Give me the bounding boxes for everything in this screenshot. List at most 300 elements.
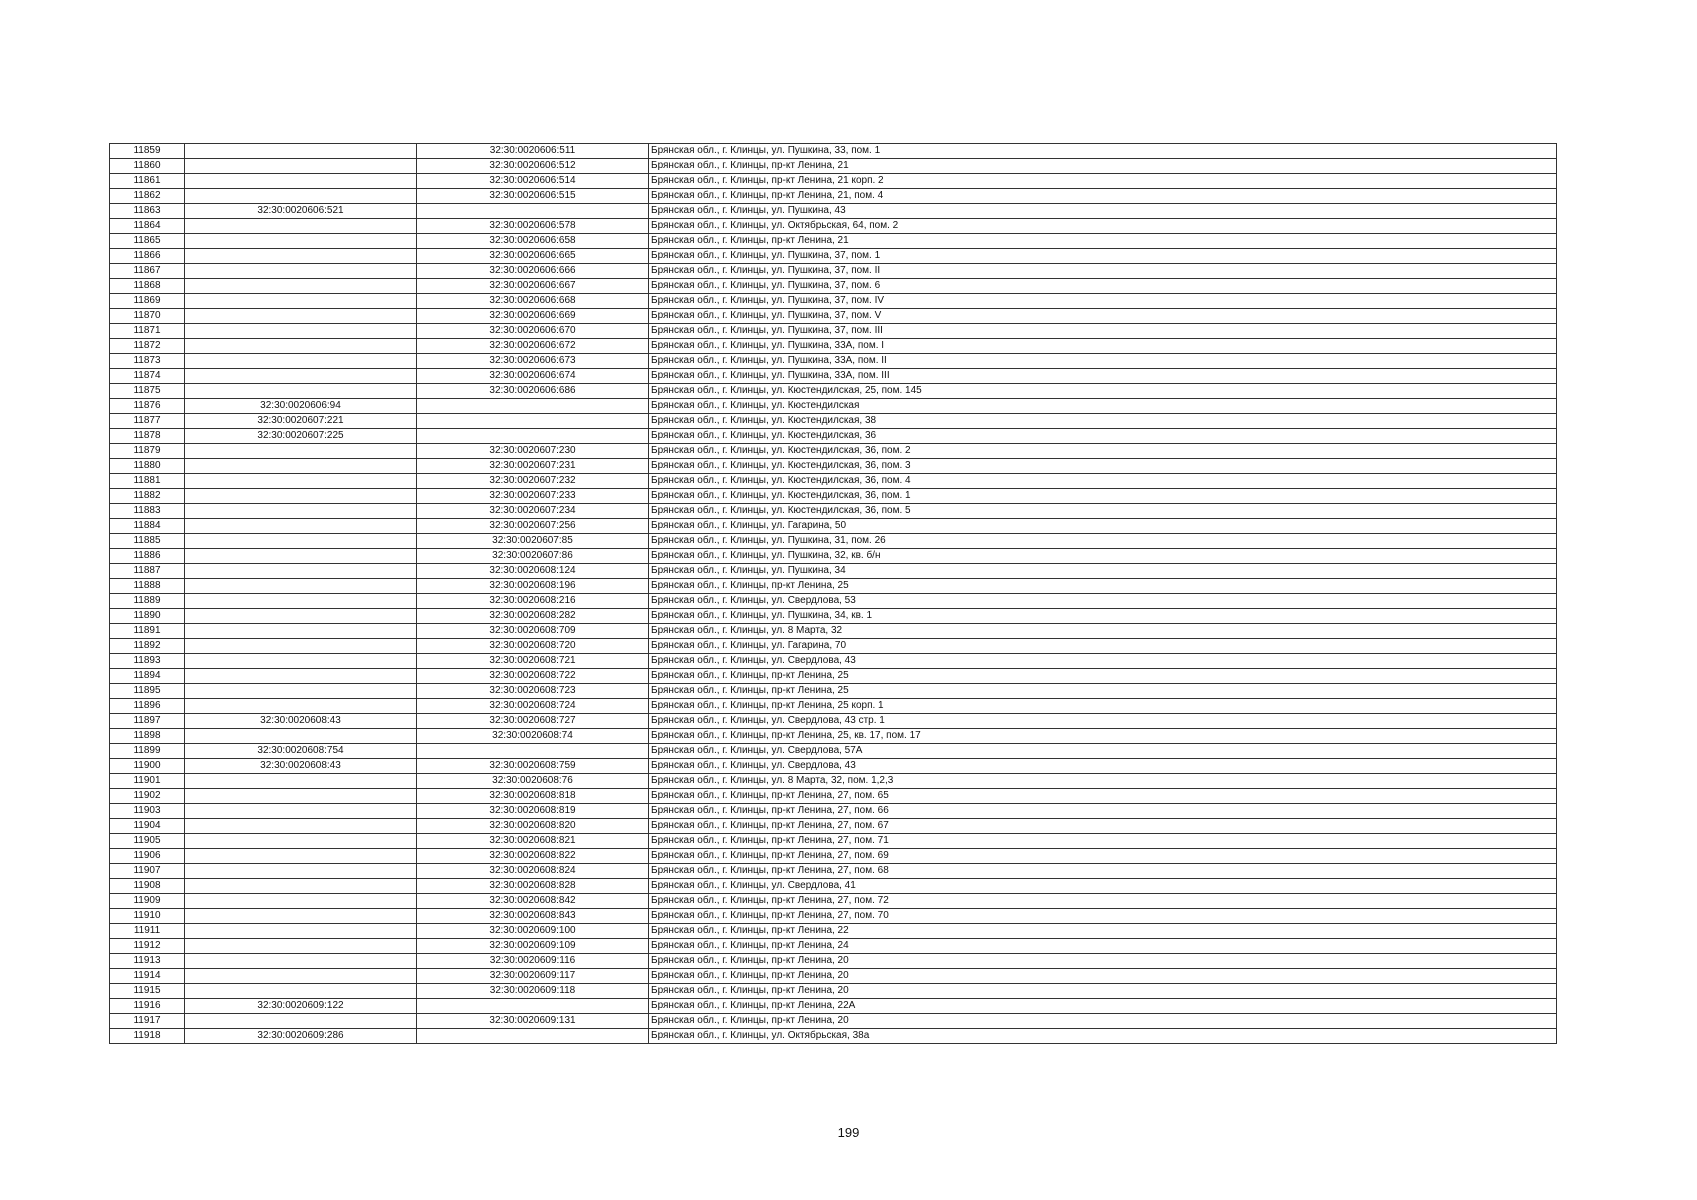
address-cell: Брянская обл., г. Клинцы, ул. Свердлова, 43 bbox=[649, 759, 1557, 774]
address-cell: Брянская обл., г. Клинцы, пр-кт Ленина, 20 bbox=[649, 954, 1557, 969]
cadastral-number-cell: 32:30:0020608:282 bbox=[417, 609, 649, 624]
cadastral-number-cell bbox=[417, 414, 649, 429]
parent-cadastral-number-cell bbox=[185, 354, 417, 369]
row-number-cell: 11869 bbox=[110, 294, 185, 309]
parent-cadastral-number-cell: 32:30:0020606:94 bbox=[185, 399, 417, 414]
row-number-cell: 11881 bbox=[110, 474, 185, 489]
parent-cadastral-number-cell bbox=[185, 444, 417, 459]
row-number-cell: 11866 bbox=[110, 249, 185, 264]
table-row bbox=[110, 969, 1557, 984]
cadastral-number-cell: 32:30:0020608:76 bbox=[417, 774, 649, 789]
row-number-cell: 11910 bbox=[110, 909, 185, 924]
parent-cadastral-number-cell bbox=[185, 309, 417, 324]
cadastral-number-cell: 32:30:0020607:233 bbox=[417, 489, 649, 504]
address-cell: Брянская обл., г. Клинцы, пр-кт Ленина, 25 bbox=[649, 669, 1557, 684]
row-number-cell: 11891 bbox=[110, 624, 185, 639]
parent-cadastral-number-cell bbox=[185, 939, 417, 954]
cadastral-number-cell: 32:30:0020608:821 bbox=[417, 834, 649, 849]
parent-cadastral-number-cell bbox=[185, 549, 417, 564]
row-number-cell: 11872 bbox=[110, 339, 185, 354]
parent-cadastral-number-cell bbox=[185, 699, 417, 714]
address-cell: Брянская обл., г. Клинцы, ул. Пушкина, 37, пом. 1 bbox=[649, 249, 1557, 264]
table-row bbox=[110, 774, 1557, 789]
address-cell: Брянская обл., г. Клинцы, ул. Пушкина, 37, пом. III bbox=[649, 324, 1557, 339]
address-cell: Брянская обл., г. Клинцы, ул. Кюстендилская, 36, пом. 2 bbox=[649, 444, 1557, 459]
cadastral-number-cell: 32:30:0020608:828 bbox=[417, 879, 649, 894]
row-number-cell: 11878 bbox=[110, 429, 185, 444]
parent-cadastral-number-cell bbox=[185, 654, 417, 669]
row-number-cell: 11900 bbox=[110, 759, 185, 774]
row-number-cell: 11912 bbox=[110, 939, 185, 954]
row-number-cell: 11884 bbox=[110, 519, 185, 534]
table-row bbox=[110, 759, 1557, 774]
row-number-cell: 11914 bbox=[110, 969, 185, 984]
cadastral-number-cell: 32:30:0020606:686 bbox=[417, 384, 649, 399]
address-cell: Брянская обл., г. Клинцы, ул. Кюстендилская, 36, пом. 4 bbox=[649, 474, 1557, 489]
parent-cadastral-number-cell bbox=[185, 819, 417, 834]
address-cell: Брянская обл., г. Клинцы, ул. Кюстендилская, 36, пом. 3 bbox=[649, 459, 1557, 474]
parent-cadastral-number-cell bbox=[185, 879, 417, 894]
row-number-cell: 11916 bbox=[110, 999, 185, 1014]
cadastral-number-cell: 32:30:0020609:117 bbox=[417, 969, 649, 984]
table-row bbox=[110, 534, 1557, 549]
address-cell: Брянская обл., г. Клинцы, пр-кт Ленина, 20 bbox=[649, 1014, 1557, 1029]
table-row bbox=[110, 354, 1557, 369]
cadastral-number-cell: 32:30:0020607:230 bbox=[417, 444, 649, 459]
address-cell: Брянская обл., г. Клинцы, пр-кт Ленина, 20 bbox=[649, 984, 1557, 999]
cadastral-number-cell: 32:30:0020608:759 bbox=[417, 759, 649, 774]
parent-cadastral-number-cell bbox=[185, 459, 417, 474]
parent-cadastral-number-cell bbox=[185, 669, 417, 684]
cadastral-number-cell: 32:30:0020608:727 bbox=[417, 714, 649, 729]
parent-cadastral-number-cell bbox=[185, 564, 417, 579]
table-row bbox=[110, 549, 1557, 564]
row-number-cell: 11879 bbox=[110, 444, 185, 459]
parent-cadastral-number-cell bbox=[185, 684, 417, 699]
cadastral-number-cell: 32:30:0020606:514 bbox=[417, 174, 649, 189]
row-number-cell: 11864 bbox=[110, 219, 185, 234]
row-number-cell: 11886 bbox=[110, 549, 185, 564]
row-number-cell: 11880 bbox=[110, 459, 185, 474]
address-cell: Брянская обл., г. Клинцы, пр-кт Ленина, 25 bbox=[649, 684, 1557, 699]
row-number-cell: 11861 bbox=[110, 174, 185, 189]
cadastral-number-cell: 32:30:0020606:515 bbox=[417, 189, 649, 204]
row-number-cell: 11889 bbox=[110, 594, 185, 609]
parent-cadastral-number-cell bbox=[185, 639, 417, 654]
row-number-cell: 11860 bbox=[110, 159, 185, 174]
row-number-cell: 11885 bbox=[110, 534, 185, 549]
cadastral-number-cell: 32:30:0020606:674 bbox=[417, 369, 649, 384]
cadastral-number-cell: 32:30:0020606:666 bbox=[417, 264, 649, 279]
address-cell: Брянская обл., г. Клинцы, ул. Свердлова, 41 bbox=[649, 879, 1557, 894]
address-cell: Брянская обл., г. Клинцы, пр-кт Ленина, 25, кв. 17, пом. 17 bbox=[649, 729, 1557, 744]
table-row bbox=[110, 699, 1557, 714]
table-row bbox=[110, 579, 1557, 594]
parent-cadastral-number-cell bbox=[185, 339, 417, 354]
row-number-cell: 11874 bbox=[110, 369, 185, 384]
cadastral-number-cell: 32:30:0020607:232 bbox=[417, 474, 649, 489]
row-number-cell: 11882 bbox=[110, 489, 185, 504]
cadastral-number-cell: 32:30:0020608:820 bbox=[417, 819, 649, 834]
parent-cadastral-number-cell bbox=[185, 384, 417, 399]
table-row bbox=[110, 654, 1557, 669]
table-row bbox=[110, 1029, 1557, 1044]
parent-cadastral-number-cell bbox=[185, 774, 417, 789]
parent-cadastral-number-cell bbox=[185, 144, 417, 159]
table-row bbox=[110, 744, 1557, 759]
table-row bbox=[110, 369, 1557, 384]
table-row bbox=[110, 609, 1557, 624]
table-row bbox=[110, 294, 1557, 309]
table-row bbox=[110, 564, 1557, 579]
row-number-cell: 11903 bbox=[110, 804, 185, 819]
row-number-cell: 11905 bbox=[110, 834, 185, 849]
address-cell: Брянская обл., г. Клинцы, ул. Пушкина, 37, пом. 6 bbox=[649, 279, 1557, 294]
table-row bbox=[110, 144, 1557, 159]
table-row bbox=[110, 444, 1557, 459]
cadastral-number-cell: 32:30:0020606:670 bbox=[417, 324, 649, 339]
row-number-cell: 11901 bbox=[110, 774, 185, 789]
cadastral-number-cell: 32:30:0020606:668 bbox=[417, 294, 649, 309]
parent-cadastral-number-cell bbox=[185, 369, 417, 384]
table-row bbox=[110, 309, 1557, 324]
table-row bbox=[110, 804, 1557, 819]
row-number-cell: 11902 bbox=[110, 789, 185, 804]
cadastral-number-cell: 32:30:0020606:669 bbox=[417, 309, 649, 324]
row-number-cell: 11907 bbox=[110, 864, 185, 879]
row-number-cell: 11904 bbox=[110, 819, 185, 834]
cadastral-number-cell: 32:30:0020609:109 bbox=[417, 939, 649, 954]
parent-cadastral-number-cell bbox=[185, 804, 417, 819]
cadastral-number-cell: 32:30:0020607:234 bbox=[417, 504, 649, 519]
cadastral-number-cell: 32:30:0020606:578 bbox=[417, 219, 649, 234]
address-cell: Брянская обл., г. Клинцы, ул. Свердлова, 57А bbox=[649, 744, 1557, 759]
address-cell: Брянская обл., г. Клинцы, ул. Пушкина, 32, кв. б/н bbox=[649, 549, 1557, 564]
table-row bbox=[110, 939, 1557, 954]
row-number-cell: 11873 bbox=[110, 354, 185, 369]
table-row bbox=[110, 894, 1557, 909]
row-number-cell: 11863 bbox=[110, 204, 185, 219]
address-cell: Брянская обл., г. Клинцы, пр-кт Ленина, 27, пом. 70 bbox=[649, 909, 1557, 924]
page-number: 199 bbox=[837, 1125, 860, 1140]
row-number-cell: 11868 bbox=[110, 279, 185, 294]
address-cell: Брянская обл., г. Клинцы, ул. Свердлова, 53 bbox=[649, 594, 1557, 609]
cadastral-number-cell: 32:30:0020607:86 bbox=[417, 549, 649, 564]
table-row bbox=[110, 984, 1557, 999]
parent-cadastral-number-cell bbox=[185, 954, 417, 969]
table-row bbox=[110, 594, 1557, 609]
address-cell: Брянская обл., г. Клинцы, ул. Пушкина, 34 bbox=[649, 564, 1557, 579]
cadastral-number-cell: 32:30:0020608:722 bbox=[417, 669, 649, 684]
cadastral-number-cell: 32:30:0020608:723 bbox=[417, 684, 649, 699]
address-cell: Брянская обл., г. Клинцы, ул. Кюстендилская, 36, пом. 1 bbox=[649, 489, 1557, 504]
row-number-cell: 11893 bbox=[110, 654, 185, 669]
address-cell: Брянская обл., г. Клинцы, ул. Гагарина, 70 bbox=[649, 639, 1557, 654]
table-row bbox=[110, 489, 1557, 504]
cadastral-number-cell: 32:30:0020607:85 bbox=[417, 534, 649, 549]
row-number-cell: 11896 bbox=[110, 699, 185, 714]
table-row bbox=[110, 474, 1557, 489]
table-row bbox=[110, 519, 1557, 534]
row-number-cell: 11911 bbox=[110, 924, 185, 939]
cadastral-number-cell: 32:30:0020606:667 bbox=[417, 279, 649, 294]
address-cell: Брянская обл., г. Клинцы, ул. 8 Марта, 32, пом. 1,2,3 bbox=[649, 774, 1557, 789]
address-cell: Брянская обл., г. Клинцы, ул. Пушкина, 31, пом. 26 bbox=[649, 534, 1557, 549]
parent-cadastral-number-cell bbox=[185, 864, 417, 879]
cadastral-number-cell: 32:30:0020606:658 bbox=[417, 234, 649, 249]
table-row bbox=[110, 909, 1557, 924]
cadastral-number-cell: 32:30:0020608:216 bbox=[417, 594, 649, 609]
parent-cadastral-number-cell bbox=[185, 624, 417, 639]
parent-cadastral-number-cell: 32:30:0020607:221 bbox=[185, 414, 417, 429]
parent-cadastral-number-cell bbox=[185, 279, 417, 294]
table-row bbox=[110, 819, 1557, 834]
parent-cadastral-number-cell: 32:30:0020609:286 bbox=[185, 1029, 417, 1044]
parent-cadastral-number-cell bbox=[185, 609, 417, 624]
table-row bbox=[110, 834, 1557, 849]
table-row bbox=[110, 399, 1557, 414]
row-number-cell: 11894 bbox=[110, 669, 185, 684]
row-number-cell: 11870 bbox=[110, 309, 185, 324]
row-number-cell: 11897 bbox=[110, 714, 185, 729]
row-number-cell: 11867 bbox=[110, 264, 185, 279]
table-row bbox=[110, 639, 1557, 654]
table-row bbox=[110, 684, 1557, 699]
cadastral-number-cell: 32:30:0020608:843 bbox=[417, 909, 649, 924]
parent-cadastral-number-cell bbox=[185, 174, 417, 189]
table-row bbox=[110, 204, 1557, 219]
parent-cadastral-number-cell bbox=[185, 519, 417, 534]
address-cell: Брянская обл., г. Клинцы, ул. Кюстендилская, 36 bbox=[649, 429, 1557, 444]
address-cell: Брянская обл., г. Клинцы, ул. Пушкина, 33, пом. 1 bbox=[649, 144, 1557, 159]
address-cell: Брянская обл., г. Клинцы, пр-кт Ленина, 21 корп. 2 bbox=[649, 174, 1557, 189]
parent-cadastral-number-cell bbox=[185, 324, 417, 339]
row-number-cell: 11877 bbox=[110, 414, 185, 429]
table-row bbox=[110, 954, 1557, 969]
table-row bbox=[110, 234, 1557, 249]
parent-cadastral-number-cell bbox=[185, 1014, 417, 1029]
table-row bbox=[110, 789, 1557, 804]
table-row bbox=[110, 174, 1557, 189]
address-cell: Брянская обл., г. Клинцы, ул. Пушкина, 37, пом. V bbox=[649, 309, 1557, 324]
address-cell: Брянская обл., г. Клинцы, пр-кт Ленина, 25 корп. 1 bbox=[649, 699, 1557, 714]
parent-cadastral-number-cell bbox=[185, 834, 417, 849]
registry-table-body bbox=[110, 144, 1557, 1044]
table-row bbox=[110, 339, 1557, 354]
address-cell: Брянская обл., г. Клинцы, ул. 8 Марта, 32 bbox=[649, 624, 1557, 639]
parent-cadastral-number-cell bbox=[185, 849, 417, 864]
cadastral-number-cell: 32:30:0020606:673 bbox=[417, 354, 649, 369]
address-cell: Брянская обл., г. Клинцы, ул. Пушкина, 37, пом. IV bbox=[649, 294, 1557, 309]
cadastral-number-cell: 32:30:0020607:231 bbox=[417, 459, 649, 474]
row-number-cell: 11875 bbox=[110, 384, 185, 399]
parent-cadastral-number-cell: 32:30:0020608:43 bbox=[185, 714, 417, 729]
parent-cadastral-number-cell bbox=[185, 984, 417, 999]
table-row bbox=[110, 429, 1557, 444]
cadastral-number-cell: 32:30:0020608:818 bbox=[417, 789, 649, 804]
address-cell: Брянская обл., г. Клинцы, ул. Кюстендилская, 38 bbox=[649, 414, 1557, 429]
table-row bbox=[110, 864, 1557, 879]
address-cell: Брянская обл., г. Клинцы, ул. Свердлова, 43 стр. 1 bbox=[649, 714, 1557, 729]
address-cell: Брянская обл., г. Клинцы, пр-кт Ленина, 22А bbox=[649, 999, 1557, 1014]
address-cell: Брянская обл., г. Клинцы, пр-кт Ленина, 27, пом. 67 bbox=[649, 819, 1557, 834]
parent-cadastral-number-cell bbox=[185, 789, 417, 804]
table-row bbox=[110, 729, 1557, 744]
address-cell: Брянская обл., г. Клинцы, ул. Кюстендилская, 25, пом. 145 bbox=[649, 384, 1557, 399]
address-cell: Брянская обл., г. Клинцы, пр-кт Ленина, 27, пом. 69 bbox=[649, 849, 1557, 864]
address-cell: Брянская обл., г. Клинцы, пр-кт Ленина, 27, пом. 71 bbox=[649, 834, 1557, 849]
parent-cadastral-number-cell bbox=[185, 924, 417, 939]
row-number-cell: 11898 bbox=[110, 729, 185, 744]
table-row bbox=[110, 714, 1557, 729]
table-row bbox=[110, 189, 1557, 204]
parent-cadastral-number-cell bbox=[185, 579, 417, 594]
row-number-cell: 11906 bbox=[110, 849, 185, 864]
row-number-cell: 11913 bbox=[110, 954, 185, 969]
table-row bbox=[110, 414, 1557, 429]
row-number-cell: 11895 bbox=[110, 684, 185, 699]
address-cell: Брянская обл., г. Клинцы, ул. Пушкина, 33А, пом. I bbox=[649, 339, 1557, 354]
registry-table bbox=[109, 143, 1557, 1044]
address-cell: Брянская обл., г. Клинцы, ул. Гагарина, 50 bbox=[649, 519, 1557, 534]
address-cell: Брянская обл., г. Клинцы, пр-кт Ленина, 27, пом. 68 bbox=[649, 864, 1557, 879]
table-row bbox=[110, 624, 1557, 639]
parent-cadastral-number-cell bbox=[185, 294, 417, 309]
table-row bbox=[110, 1014, 1557, 1029]
table-row bbox=[110, 384, 1557, 399]
cadastral-number-cell: 32:30:0020608:819 bbox=[417, 804, 649, 819]
cadastral-number-cell: 32:30:0020606:665 bbox=[417, 249, 649, 264]
parent-cadastral-number-cell bbox=[185, 534, 417, 549]
address-cell: Брянская обл., г. Клинцы, пр-кт Ленина, 27, пом. 72 bbox=[649, 894, 1557, 909]
row-number-cell: 11918 bbox=[110, 1029, 185, 1044]
cadastral-number-cell: 32:30:0020608:721 bbox=[417, 654, 649, 669]
address-cell: Брянская обл., г. Клинцы, пр-кт Ленина, 21 bbox=[649, 234, 1557, 249]
address-cell: Брянская обл., г. Клинцы, пр-кт Ленина, 20 bbox=[649, 969, 1557, 984]
row-number-cell: 11883 bbox=[110, 504, 185, 519]
parent-cadastral-number-cell bbox=[185, 969, 417, 984]
row-number-cell: 11909 bbox=[110, 894, 185, 909]
row-number-cell: 11871 bbox=[110, 324, 185, 339]
table-row bbox=[110, 159, 1557, 174]
parent-cadastral-number-cell: 32:30:0020609:122 bbox=[185, 999, 417, 1014]
parent-cadastral-number-cell: 32:30:0020608:754 bbox=[185, 744, 417, 759]
table-row bbox=[110, 279, 1557, 294]
row-number-cell: 11915 bbox=[110, 984, 185, 999]
address-cell: Брянская обл., г. Клинцы, ул. Пушкина, 33А, пом. III bbox=[649, 369, 1557, 384]
row-number-cell: 11892 bbox=[110, 639, 185, 654]
address-cell: Брянская обл., г. Клинцы, ул. Пушкина, 34, кв. 1 bbox=[649, 609, 1557, 624]
cadastral-number-cell bbox=[417, 744, 649, 759]
parent-cadastral-number-cell bbox=[185, 729, 417, 744]
table-row bbox=[110, 324, 1557, 339]
address-cell: Брянская обл., г. Клинцы, ул. Кюстендилская, 36, пом. 5 bbox=[649, 504, 1557, 519]
cadastral-number-cell: 32:30:0020607:256 bbox=[417, 519, 649, 534]
row-number-cell: 11887 bbox=[110, 564, 185, 579]
cadastral-number-cell: 32:30:0020608:709 bbox=[417, 624, 649, 639]
parent-cadastral-number-cell bbox=[185, 909, 417, 924]
address-cell: Брянская обл., г. Клинцы, ул. Кюстендилская bbox=[649, 399, 1557, 414]
row-number-cell: 11862 bbox=[110, 189, 185, 204]
address-cell: Брянская обл., г. Клинцы, пр-кт Ленина, 21 bbox=[649, 159, 1557, 174]
cadastral-number-cell bbox=[417, 429, 649, 444]
row-number-cell: 11908 bbox=[110, 879, 185, 894]
parent-cadastral-number-cell bbox=[185, 894, 417, 909]
address-cell: Брянская обл., г. Клинцы, ул. Пушкина, 33А, пом. II bbox=[649, 354, 1557, 369]
table-row bbox=[110, 249, 1557, 264]
address-cell: Брянская обл., г. Клинцы, пр-кт Ленина, 21, пом. 4 bbox=[649, 189, 1557, 204]
parent-cadastral-number-cell bbox=[185, 489, 417, 504]
row-number-cell: 11890 bbox=[110, 609, 185, 624]
row-number-cell: 11865 bbox=[110, 234, 185, 249]
address-cell: Брянская обл., г. Клинцы, пр-кт Ленина, 24 bbox=[649, 939, 1557, 954]
cadastral-number-cell: 32:30:0020608:720 bbox=[417, 639, 649, 654]
row-number-cell: 11888 bbox=[110, 579, 185, 594]
parent-cadastral-number-cell: 32:30:0020608:43 bbox=[185, 759, 417, 774]
cadastral-number-cell: 32:30:0020606:672 bbox=[417, 339, 649, 354]
parent-cadastral-number-cell bbox=[185, 504, 417, 519]
cadastral-number-cell bbox=[417, 999, 649, 1014]
parent-cadastral-number-cell bbox=[185, 189, 417, 204]
table-row bbox=[110, 219, 1557, 234]
address-cell: Брянская обл., г. Клинцы, пр-кт Ленина, 27, пом. 66 bbox=[649, 804, 1557, 819]
cadastral-number-cell: 32:30:0020608:822 bbox=[417, 849, 649, 864]
row-number-cell: 11859 bbox=[110, 144, 185, 159]
cadastral-number-cell: 32:30:0020609:131 bbox=[417, 1014, 649, 1029]
cadastral-number-cell: 32:30:0020608:724 bbox=[417, 699, 649, 714]
cadastral-number-cell bbox=[417, 1029, 649, 1044]
cadastral-number-cell: 32:30:0020609:100 bbox=[417, 924, 649, 939]
cadastral-number-cell: 32:30:0020606:512 bbox=[417, 159, 649, 174]
table-row bbox=[110, 849, 1557, 864]
cadastral-number-cell: 32:30:0020609:116 bbox=[417, 954, 649, 969]
parent-cadastral-number-cell bbox=[185, 159, 417, 174]
parent-cadastral-number-cell bbox=[185, 264, 417, 279]
parent-cadastral-number-cell bbox=[185, 474, 417, 489]
parent-cadastral-number-cell bbox=[185, 594, 417, 609]
table-row bbox=[110, 924, 1557, 939]
cadastral-number-cell: 32:30:0020608:824 bbox=[417, 864, 649, 879]
cadastral-number-cell: 32:30:0020609:118 bbox=[417, 984, 649, 999]
address-cell: Брянская обл., г. Клинцы, ул. Октябрьская, 38а bbox=[649, 1029, 1557, 1044]
table-row bbox=[110, 879, 1557, 894]
parent-cadastral-number-cell: 32:30:0020607:225 bbox=[185, 429, 417, 444]
parent-cadastral-number-cell bbox=[185, 234, 417, 249]
address-cell: Брянская обл., г. Клинцы, ул. Пушкина, 43 bbox=[649, 204, 1557, 219]
address-cell: Брянская обл., г. Клинцы, пр-кт Ленина, 27, пом. 65 bbox=[649, 789, 1557, 804]
address-cell: Брянская обл., г. Клинцы, пр-кт Ленина, 25 bbox=[649, 579, 1557, 594]
parent-cadastral-number-cell: 32:30:0020606:521 bbox=[185, 204, 417, 219]
cadastral-number-cell: 32:30:0020606:511 bbox=[417, 144, 649, 159]
cadastral-number-cell bbox=[417, 399, 649, 414]
parent-cadastral-number-cell bbox=[185, 219, 417, 234]
row-number-cell: 11917 bbox=[110, 1014, 185, 1029]
row-number-cell: 11876 bbox=[110, 399, 185, 414]
address-cell: Брянская обл., г. Клинцы, ул. Октябрьская, 64, пом. 2 bbox=[649, 219, 1557, 234]
cadastral-number-cell bbox=[417, 204, 649, 219]
address-cell: Брянская обл., г. Клинцы, ул. Свердлова, 43 bbox=[649, 654, 1557, 669]
table-row bbox=[110, 459, 1557, 474]
table-row bbox=[110, 504, 1557, 519]
cadastral-number-cell: 32:30:0020608:74 bbox=[417, 729, 649, 744]
row-number-cell: 11899 bbox=[110, 744, 185, 759]
table-row bbox=[110, 999, 1557, 1014]
table-row bbox=[110, 264, 1557, 279]
parent-cadastral-number-cell bbox=[185, 249, 417, 264]
cadastral-number-cell: 32:30:0020608:842 bbox=[417, 894, 649, 909]
table-row bbox=[110, 669, 1557, 684]
cadastral-number-cell: 32:30:0020608:124 bbox=[417, 564, 649, 579]
